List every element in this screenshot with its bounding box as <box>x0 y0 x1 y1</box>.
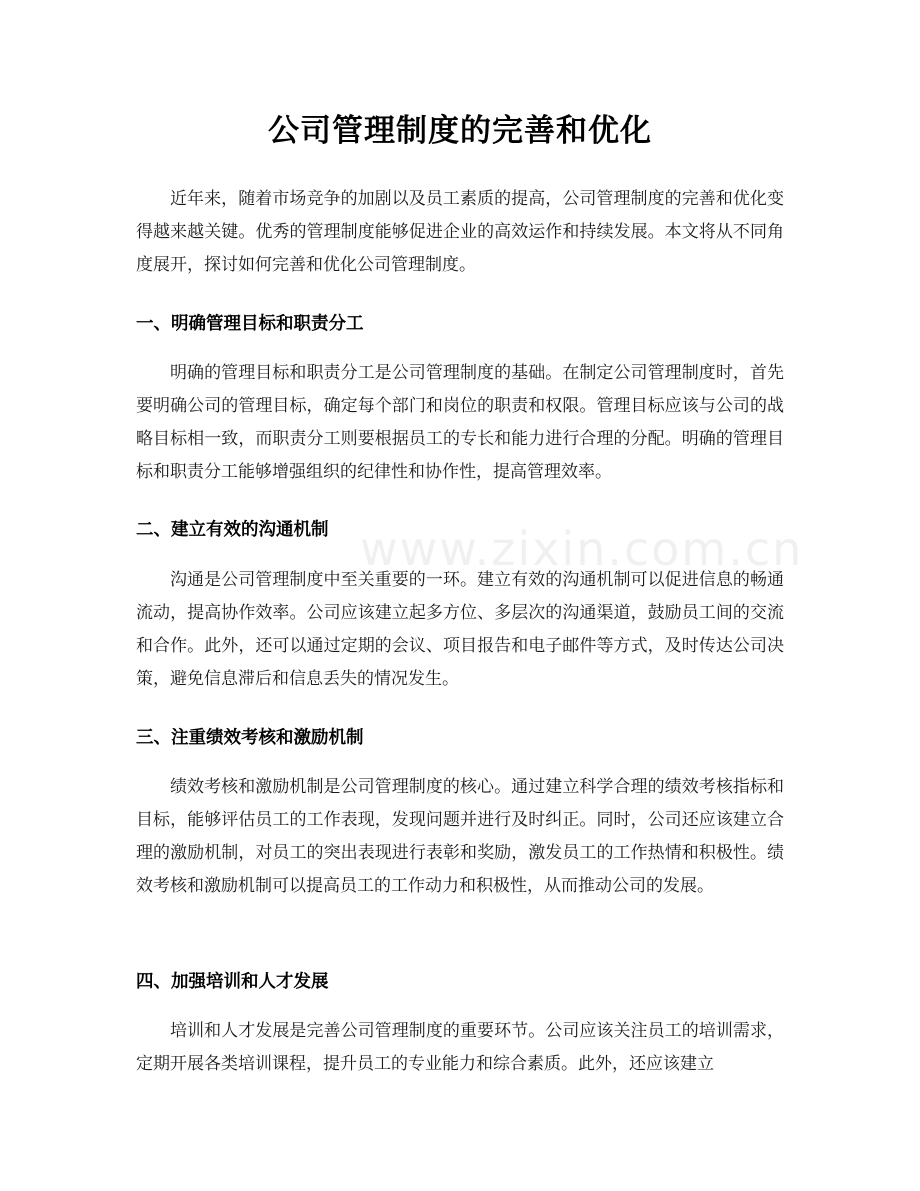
section-4-body: 培训和人才发展是完善公司管理制度的重要环节。公司应该关注员工的培训需求，定期开展各类培训课程，提升员工的专业能力和综合素质。此外，还应该建立 <box>136 1021 784 1074</box>
section-2-body: 沟通是公司管理制度中至关重要的一环。建立有效的沟通机制可以促进信息的畅通流动，提高协作效率。公司应该建立起多方位、多层次的沟通渠道，鼓励员工间的交流和合作。此外，还可以通过定期的会议、项目报告和电子邮件等方式，及时传达公司决策，避免信息滞后和信息丢失的情况发生。 <box>136 570 784 689</box>
section-3-body: 绩效考核和激励机制是公司管理制度的核心。通过建立科学合理的绩效考核指标和目标，能够评估员工的工作表现，发现问题并进行及时纠正。同时，公司还应该建立合理的激励机制，对员工的突出表现进行表彰和奖励，激发员工的工作热情和积极性。绩效考核和激励机制可以提高员工的工作动力和积极性，从而推动公司的发展。 <box>136 777 784 896</box>
section-4-heading: 四、加强培训和人才发展 <box>136 972 329 992</box>
section-1-body: 明确的管理目标和职责分工是公司管理制度的基础。在制定公司管理制度时，首先要明确公司的管理目标，确定每个部门和岗位的职责和权限。管理目标应该与公司的战略目标相一致，而职责分工则要根据员工的专长和能力进行合理的分配。明确的管理目标和职责分工能够增强组织的纪律性和协作性，提高管理效率。 <box>136 363 784 482</box>
intro-paragraph: 近年来，随着市场竞争的加剧以及员工素质的提高，公司管理制度的完善和优化变得越来越关键。优秀的管理制度能够促进企业的高效运作和持续发展。本文将从不同角度展开，探讨如何完善和优化公司管理制度。 <box>136 189 784 275</box>
section-2-heading: 二、建立有效的沟通机制 <box>136 520 329 540</box>
section-1-heading: 一、明确管理目标和职责分工 <box>136 314 364 334</box>
section-3-heading: 三、注重绩效考核和激励机制 <box>136 728 364 748</box>
watermark: www.zixin.com.cn <box>360 522 804 576</box>
document-title: 公司管理制度的完善和优化 <box>268 113 652 149</box>
